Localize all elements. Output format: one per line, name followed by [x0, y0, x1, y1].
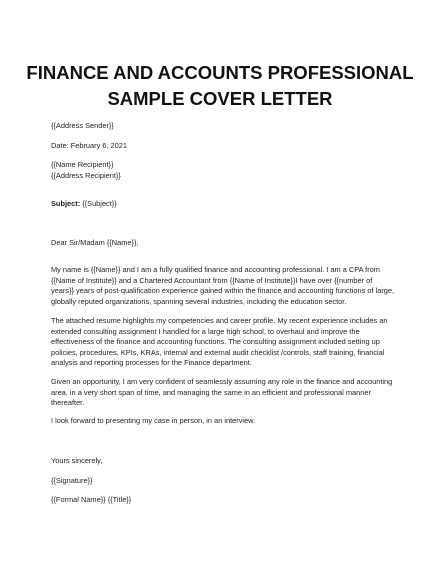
paragraph-3-line: area, in a very short span of time, and managing the same in an efficient and professional manner [51, 387, 371, 397]
recipient-name: {{Name Recipient}} [51, 160, 114, 169]
paragraph-1-line: globally reputed organizations, spanning several industries, including the education sector. [51, 296, 347, 306]
letter-date: Date: February 6, 2021 [51, 141, 128, 150]
paragraph-2-line: extended consulting assignment I handled for a large high school, to overhaul and improve the [51, 326, 360, 336]
paragraph-1-line: years}} years of post-qualification experience gained within the finance and accounting functions of large, [51, 286, 395, 296]
paragraph-3-line: Given an opportunity, I am very confident of seamlessly assuming any role in the finance and accounting [51, 377, 393, 386]
recipient-block [51, 160, 396, 181]
recipient-address: {{Address Recipient}} [51, 170, 121, 180]
subject-value: {{Subject}} [80, 199, 117, 208]
paragraph-2-line: The attached resume highlights my competencies and career profile. My recent experience includes an [51, 316, 388, 325]
paragraph-2 [51, 316, 396, 369]
closing: Yours sincerely, [51, 456, 103, 465]
signature-placeholder: {{Signature}} [51, 476, 93, 485]
paragraph-3-line: thereafter. [51, 398, 85, 408]
address-sender: {{Address Sender}} [51, 121, 114, 130]
paragraph-2-line: policies, procedures, KPIs, KRAs, internal and external audit checklist /controls, staff training, financial [51, 347, 385, 357]
paragraph-1-line: {{Name of Institute}} and a Chartered Accountant from {{Name of Institute}}I have over {{number of [51, 275, 373, 285]
paragraph-2-line: analysis and reporting processes for the Finance department. [51, 358, 252, 368]
paragraph-4: I look forward to presenting my case in person, in an interview. [51, 416, 256, 425]
document-title-line-2: SAMPLE COVER LETTER [107, 88, 333, 109]
formal-name-title: {{Formal Name}} {{Title}} [51, 495, 132, 504]
subject-label: Subject: [51, 199, 81, 208]
paragraph-3 [51, 377, 396, 409]
paragraph-1-line: My name is {{Name}} and I am a fully qualified finance and accounting professional. I am a CPA from [51, 265, 380, 274]
subject-line [51, 199, 396, 210]
paragraph-2-line: effectiveness of the finance and accounting functions. The consulting assignment included setting up [51, 337, 380, 347]
document-title-line-1: FINANCE AND ACCOUNTS PROFESSIONAL [26, 62, 414, 83]
paragraph-1 [51, 265, 396, 307]
salutation: Dear Sir/Madam {{Name}}, [51, 238, 139, 247]
